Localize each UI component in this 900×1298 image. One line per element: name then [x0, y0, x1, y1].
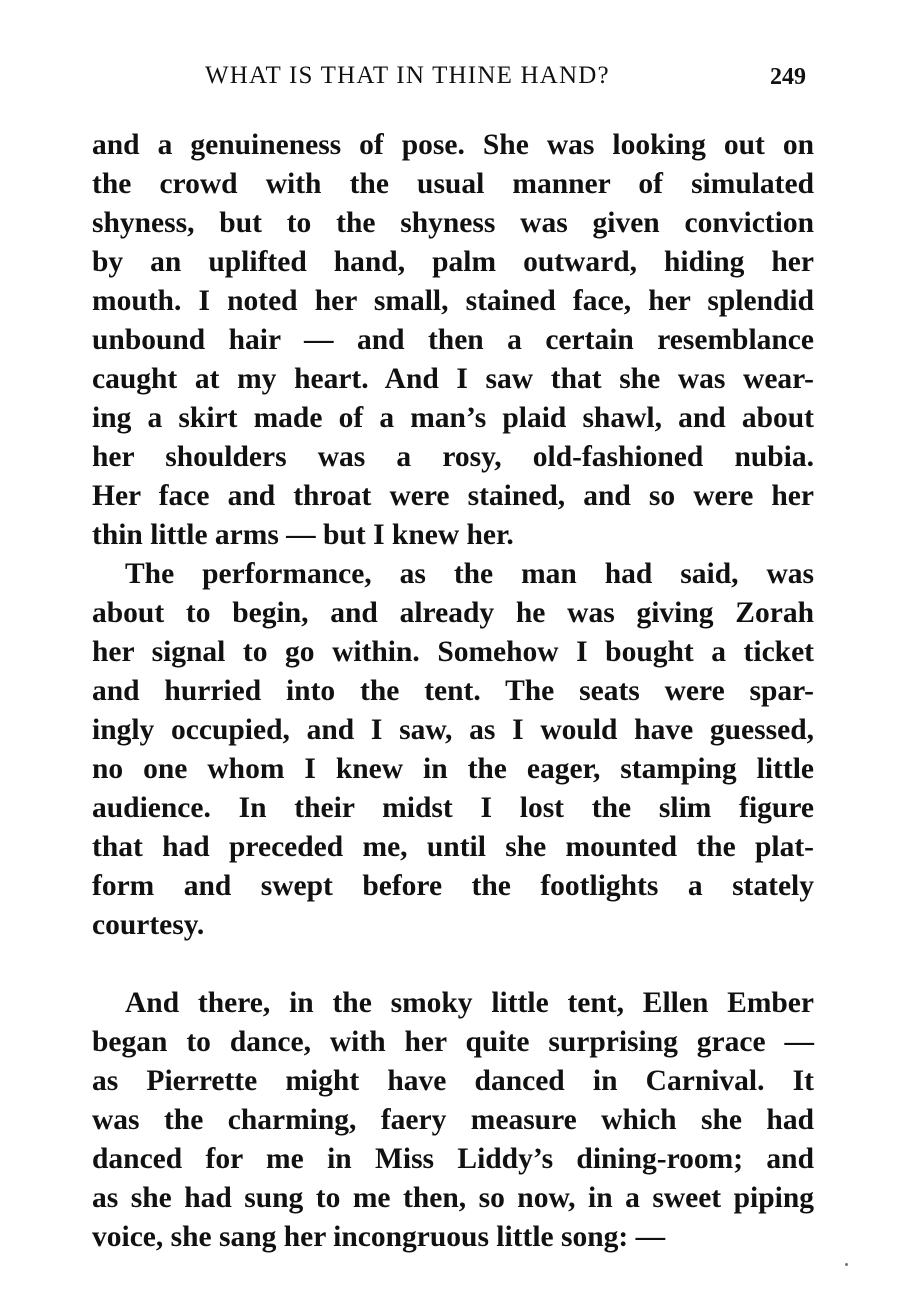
text-line: thin little arms — but I knew her. [92, 519, 514, 551]
text-line: that had preceded me, until she mounted the plat- [92, 831, 814, 863]
page-number: 249 [770, 64, 806, 90]
text-line: her shoulders was a rosy, old-fashioned nubia. [92, 441, 814, 473]
text-line: and hurried into the tent. The seats were spar- [92, 675, 814, 707]
text-line: began to dance, with her quite surprising grace — [92, 1026, 814, 1058]
text-line: no one whom I knew in the eager, stamping little [92, 753, 814, 785]
text-line: danced for me in Miss Liddy’s dining-room; and [92, 1143, 814, 1175]
text-line: by an uplifted hand, palm outward, hiding her [92, 246, 814, 278]
text-line: ing a skirt made of a man’s plaid shawl, and about [92, 402, 814, 434]
text-line: as Pierrette might have danced in Carnival. It [92, 1065, 814, 1097]
text-line: Her face and throat were stained, and so were her [92, 480, 814, 512]
text-line: And there, in the smoky little tent, Ellen Ember [125, 987, 814, 1019]
text-line: was the charming, faery measure which she had [92, 1104, 814, 1136]
paragraph [92, 984, 814, 1257]
paragraph [92, 126, 814, 555]
text-line: her signal to go within. Somehow I bought a ticket [92, 636, 814, 668]
text-line: audience. In their midst I lost the slim figure [92, 792, 814, 824]
scan-speck [845, 1263, 848, 1266]
running-head [0, 62, 900, 102]
text-line: shyness, but to the shyness was given conviction [92, 207, 814, 239]
text-line: mouth. I noted her small, stained face, her splendid [92, 285, 814, 317]
text-line: as she had sung to me then, so now, in a sweet piping [92, 1182, 814, 1214]
text-line: The performance, as the man had said, was [125, 558, 814, 590]
text-line: the crowd with the usual manner of simulated [92, 168, 814, 200]
text-line: caught at my heart. And I saw that she was wear- [92, 363, 814, 395]
text-line: form and swept before the footlights a stately [92, 870, 814, 902]
running-head-title: WHAT IS THAT IN THINE HAND? [205, 62, 610, 89]
text-line [92, 945, 814, 984]
text-line: courtesy. [92, 909, 205, 941]
text-line: unbound hair — and then a certain resemblance [92, 324, 814, 356]
text-line: voice, she sang her incongruous little song: — [92, 1221, 666, 1253]
text-line: about to begin, and already he was giving Zorah [92, 597, 814, 629]
body-text [92, 126, 814, 1257]
text-line: and a genuineness of pose. She was looking out on [92, 129, 814, 161]
text-line: ingly occupied, and I saw, as I would have guessed, [92, 714, 814, 746]
paragraph [92, 555, 814, 984]
